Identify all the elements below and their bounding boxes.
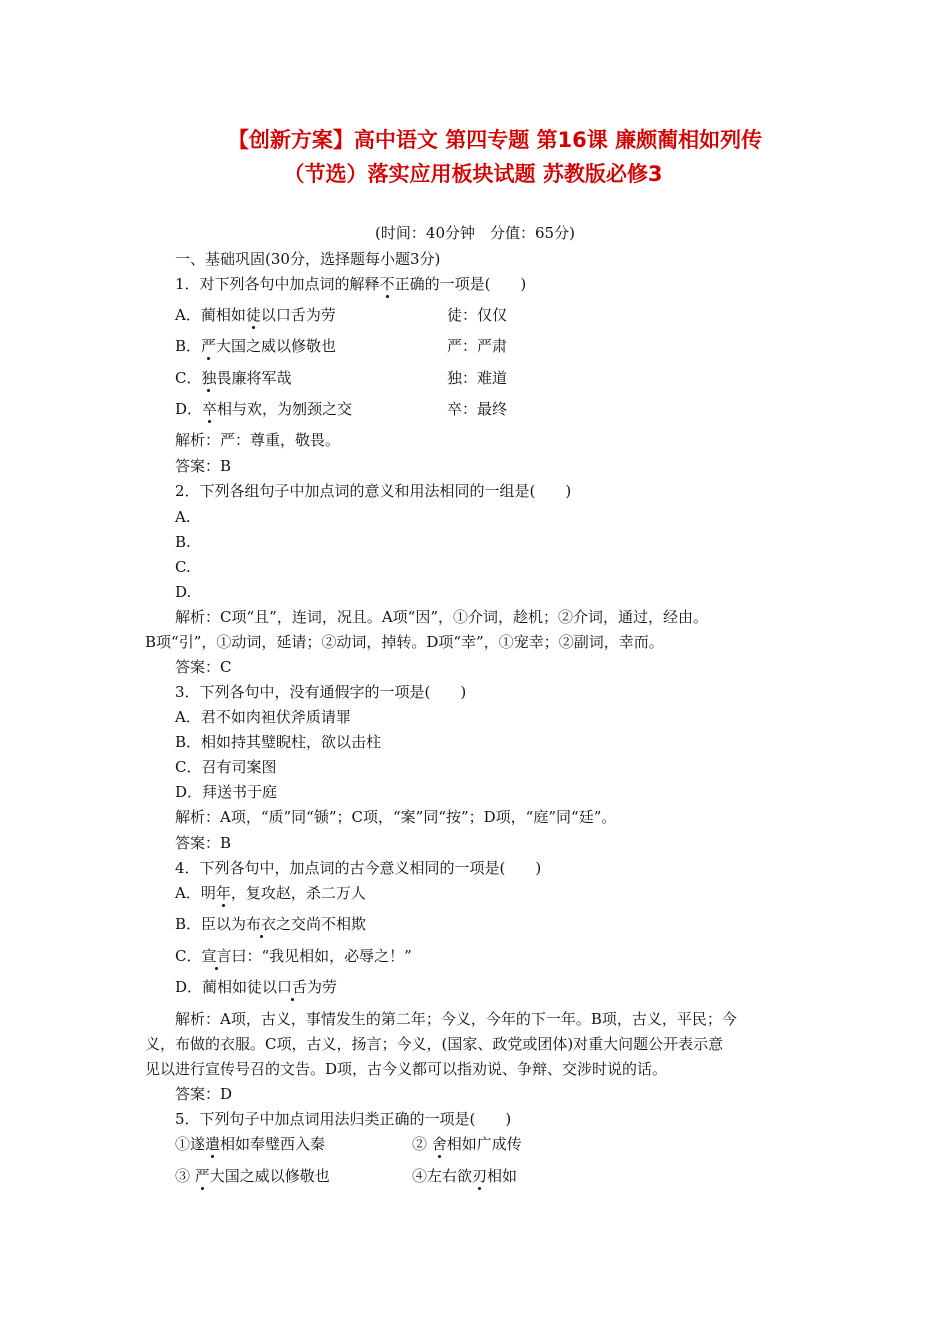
- question-2-answer: 答案：C: [175, 658, 232, 676]
- document-title-line-1: 【创新方案】高中语文 第四专题 第16课 廉颇蔺相如列传: [227, 128, 763, 152]
- question-1-option-b: B．严大国之威以修敬也: [175, 337, 337, 355]
- section-heading: 一、基础巩固(30分，选择题每小题3分): [175, 250, 441, 268]
- question-2-analysis-line-1: 解析：C项“且”，连词，况且。A项“因”，①介词，趁机；②介词，通过，经由。: [175, 608, 708, 626]
- question-1-gloss-b: 严：严肃: [447, 337, 508, 355]
- question-2-option-a: A.: [175, 508, 191, 526]
- question-5-item-1: ①遂遣相如奉璧西入秦: [175, 1135, 326, 1153]
- question-3-option-c: C．召有司案图: [175, 758, 277, 776]
- question-2-analysis-line-2: B项“引”，①动词，延请；②动词，掉转。D项“幸”，①宠幸；②副词，幸而。: [145, 633, 664, 651]
- question-1-analysis: 解析：严：尊重，敬畏。: [175, 431, 341, 449]
- question-5-item-2: ② 舍相如广成传: [412, 1135, 522, 1153]
- question-3-option-b: B．相如持其璧睨柱，欲以击柱: [175, 733, 382, 751]
- question-2-option-c: C.: [175, 558, 191, 576]
- question-5-stem: 5．下列句子中加点词用法归类正确的一项是( ): [175, 1110, 512, 1128]
- question-4-analysis-line-3: 见以进行宣传号召的文告。D项，古今义都可以指劝说、争辩、交涉时说的话。: [145, 1060, 668, 1078]
- question-5-item-4: ④左右欲刃相如: [412, 1167, 518, 1185]
- question-1-gloss-a: 徒：仅仅: [447, 306, 508, 324]
- question-3-option-a: A．君不如肉袒伏斧质请罪: [175, 708, 351, 726]
- question-4-option-c: C．宣言曰：“我见相如，必辱之！”: [175, 947, 412, 965]
- question-1-stem: 1．对下列各句中加点词的解释不正确的一项是( ): [175, 275, 527, 293]
- question-1-option-c: C．独畏廉将军哉: [175, 369, 292, 387]
- question-3-stem: 3．下列各句中，没有通假字的一项是( ): [175, 683, 467, 701]
- document-title-line-2: （节选）落实应用板块试题 苏教版必修3: [283, 162, 663, 186]
- question-2-option-d: D.: [175, 583, 192, 601]
- question-2-option-b: B.: [175, 533, 191, 551]
- question-3-answer: 答案：B: [175, 834, 232, 852]
- question-4-option-d: D．蔺相如徒以口舌为劳: [175, 978, 338, 996]
- question-4-analysis-line-2: 义，布做的衣服。C项，古义，扬言；今义，(国家、政党或团体)对重大问题公开表示意: [145, 1035, 724, 1053]
- question-1-answer: 答案：B: [175, 457, 232, 475]
- question-2-stem: 2．下列各组句子中加点词的意义和用法相同的一组是( ): [175, 482, 572, 500]
- time-score-info: (时间：40分钟 分值：65分): [375, 224, 575, 242]
- question-1-option-d: D．卒相与欢，为刎颈之交: [175, 400, 353, 418]
- question-4-analysis-line-1: 解析：A项，古义，事情发生的第二年；今义，今年的下一年。B项，古义，平民；今: [175, 1010, 737, 1028]
- question-1-option-a: A．蔺相如徒以口舌为劳: [175, 306, 336, 324]
- question-1-gloss-d: 卒：最终: [447, 400, 508, 418]
- question-4-option-a: A．明年，复攻赵，杀二万人: [175, 884, 366, 902]
- question-3-analysis: 解析：A项，“质”同“锧”；C项，“案”同“按”；D项，“庭”同“廷”。: [175, 808, 617, 826]
- question-5-item-3: ③ 严大国之威以修敬也: [175, 1167, 330, 1185]
- question-4-answer: 答案：D: [175, 1085, 233, 1103]
- question-4-option-b: B．臣以为布衣之交尚不相欺: [175, 915, 367, 933]
- question-1-gloss-c: 独：难道: [447, 369, 508, 387]
- question-4-stem: 4．下列各句中，加点词的古今意义相同的一项是( ): [175, 859, 542, 877]
- question-3-option-d: D．拜送书于庭: [175, 783, 278, 801]
